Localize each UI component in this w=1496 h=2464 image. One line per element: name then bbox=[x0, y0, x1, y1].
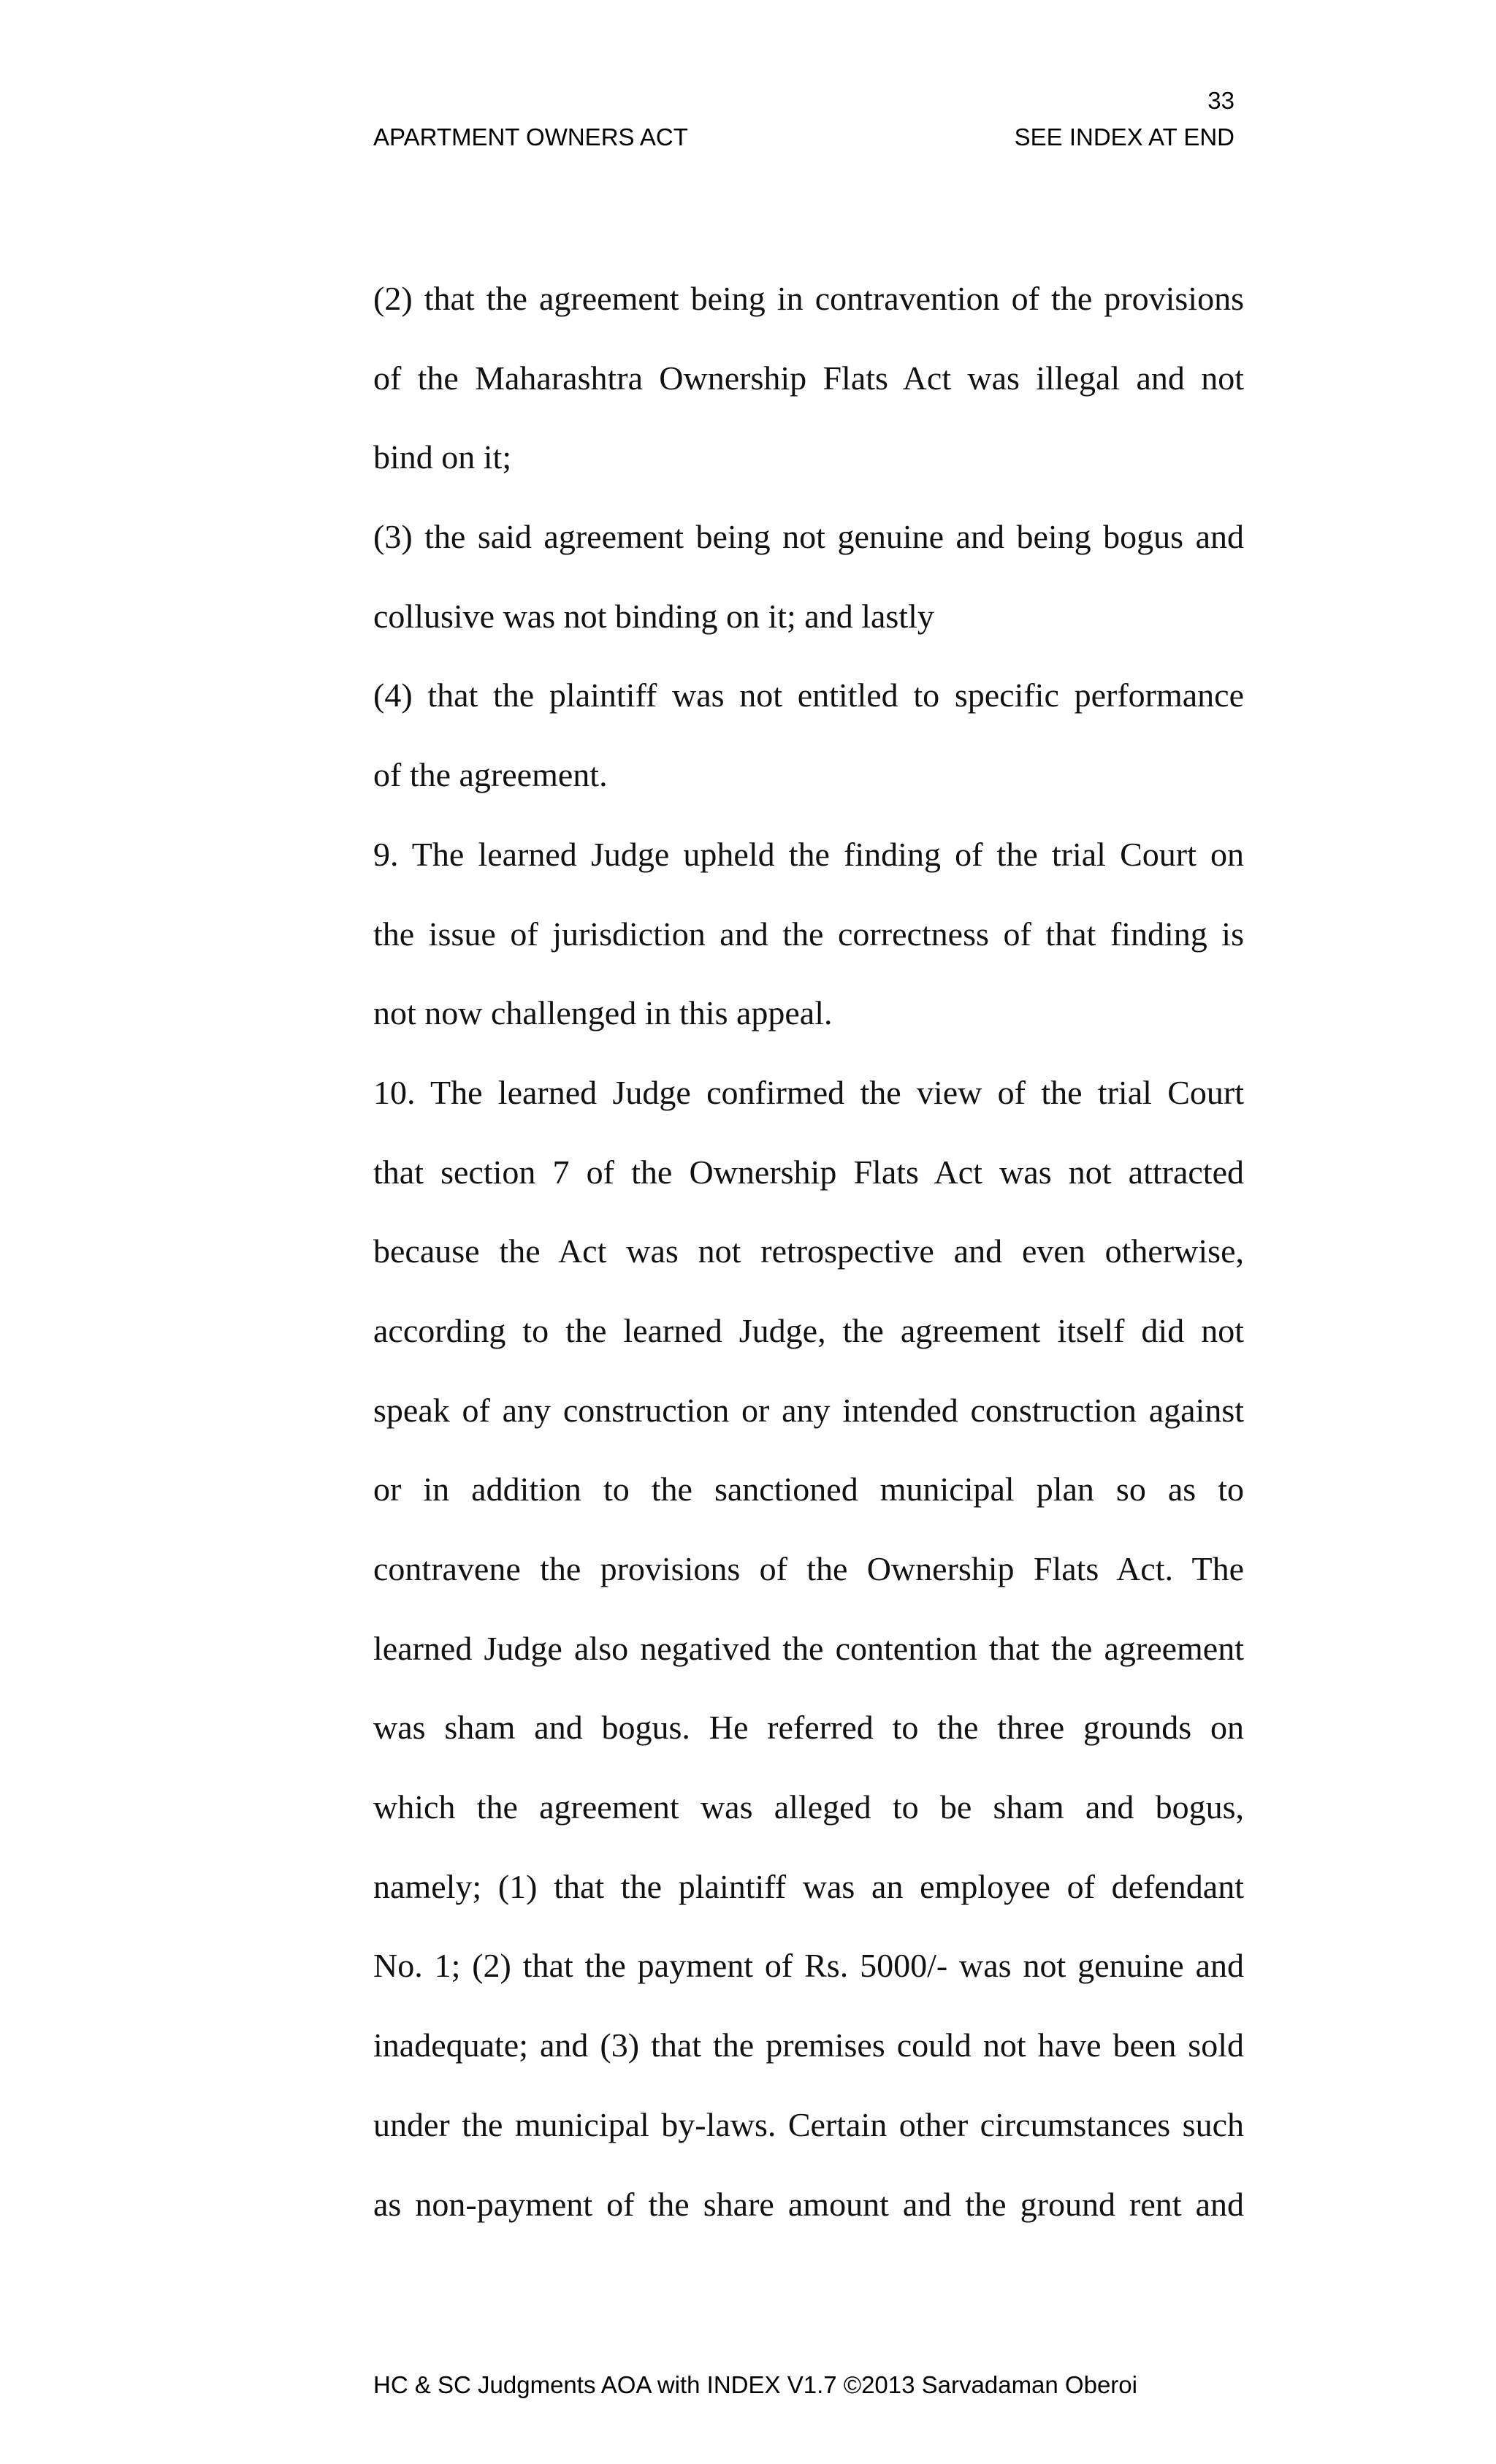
text-line: contravene the provisions of the Ownership Flats Act. The bbox=[373, 1550, 1244, 1587]
text-line: because the Act was not retrospective and even otherwise, bbox=[373, 1232, 1244, 1270]
text-line: under the municipal by-laws. Certain other circumstances such bbox=[373, 2105, 1244, 2143]
page-footer: HC & SC Judgments AOA with INDEX V1.7 ©2013 Sarvadaman Oberoi bbox=[373, 2371, 1137, 2398]
text-line: namely; (1) that the plaintiff was an employee of defendant bbox=[373, 1867, 1244, 1905]
text-line: (3) the said agreement being not genuine and being bogus and bbox=[373, 518, 1244, 556]
running-header-title: APARTMENT OWNERS ACT bbox=[373, 123, 688, 150]
text-line: which the agreement was alleged to be sham and bogus, bbox=[373, 1788, 1244, 1826]
text-line: No. 1; (2) that the payment of Rs. 5000/- was not genuine and bbox=[373, 1947, 1244, 1985]
text-line: 10. The learned Judge confirmed the view of the trial Court bbox=[373, 1073, 1244, 1111]
text-line: was sham and bogus. He referred to the three grounds on bbox=[373, 1709, 1244, 1747]
text-line: (2) that the agreement being in contravention of the provisions bbox=[373, 280, 1244, 317]
text-line: (4) that the plaintiff was not entitled to specific performance bbox=[373, 676, 1244, 714]
text-line: bind on it; bbox=[373, 438, 512, 476]
text-line: according to the learned Judge, the agreement itself did not bbox=[373, 1311, 1244, 1349]
running-header-index-note: SEE INDEX AT END bbox=[1014, 123, 1234, 150]
text-line: collusive was not binding on it; and lastly bbox=[373, 597, 934, 635]
text-line: the issue of jurisdiction and the correctness of that finding is bbox=[373, 915, 1244, 953]
text-line: of the Maharashtra Ownership Flats Act was illegal and not bbox=[373, 359, 1244, 397]
judgment-body-text bbox=[373, 259, 1244, 2244]
text-line: 9. The learned Judge upheld the finding of the trial Court on bbox=[373, 835, 1244, 873]
text-line: inadequate; and (3) that the premises could not have been sold bbox=[373, 2026, 1244, 2064]
text-line: as non-payment of the share amount and the ground rent and bbox=[373, 2185, 1244, 2223]
text-line: of the agreement. bbox=[373, 756, 608, 794]
text-line: not now challenged in this appeal. bbox=[373, 994, 833, 1032]
page-number: 33 bbox=[1207, 87, 1234, 114]
text-line: or in addition to the sanctioned municipal plan so as to bbox=[373, 1471, 1244, 1508]
text-line: learned Judge also negatived the contention that the agreement bbox=[373, 1629, 1244, 1667]
text-line: that section 7 of the Ownership Flats Act was not attracted bbox=[373, 1153, 1244, 1191]
text-line: speak of any construction or any intended construction against bbox=[373, 1391, 1244, 1429]
